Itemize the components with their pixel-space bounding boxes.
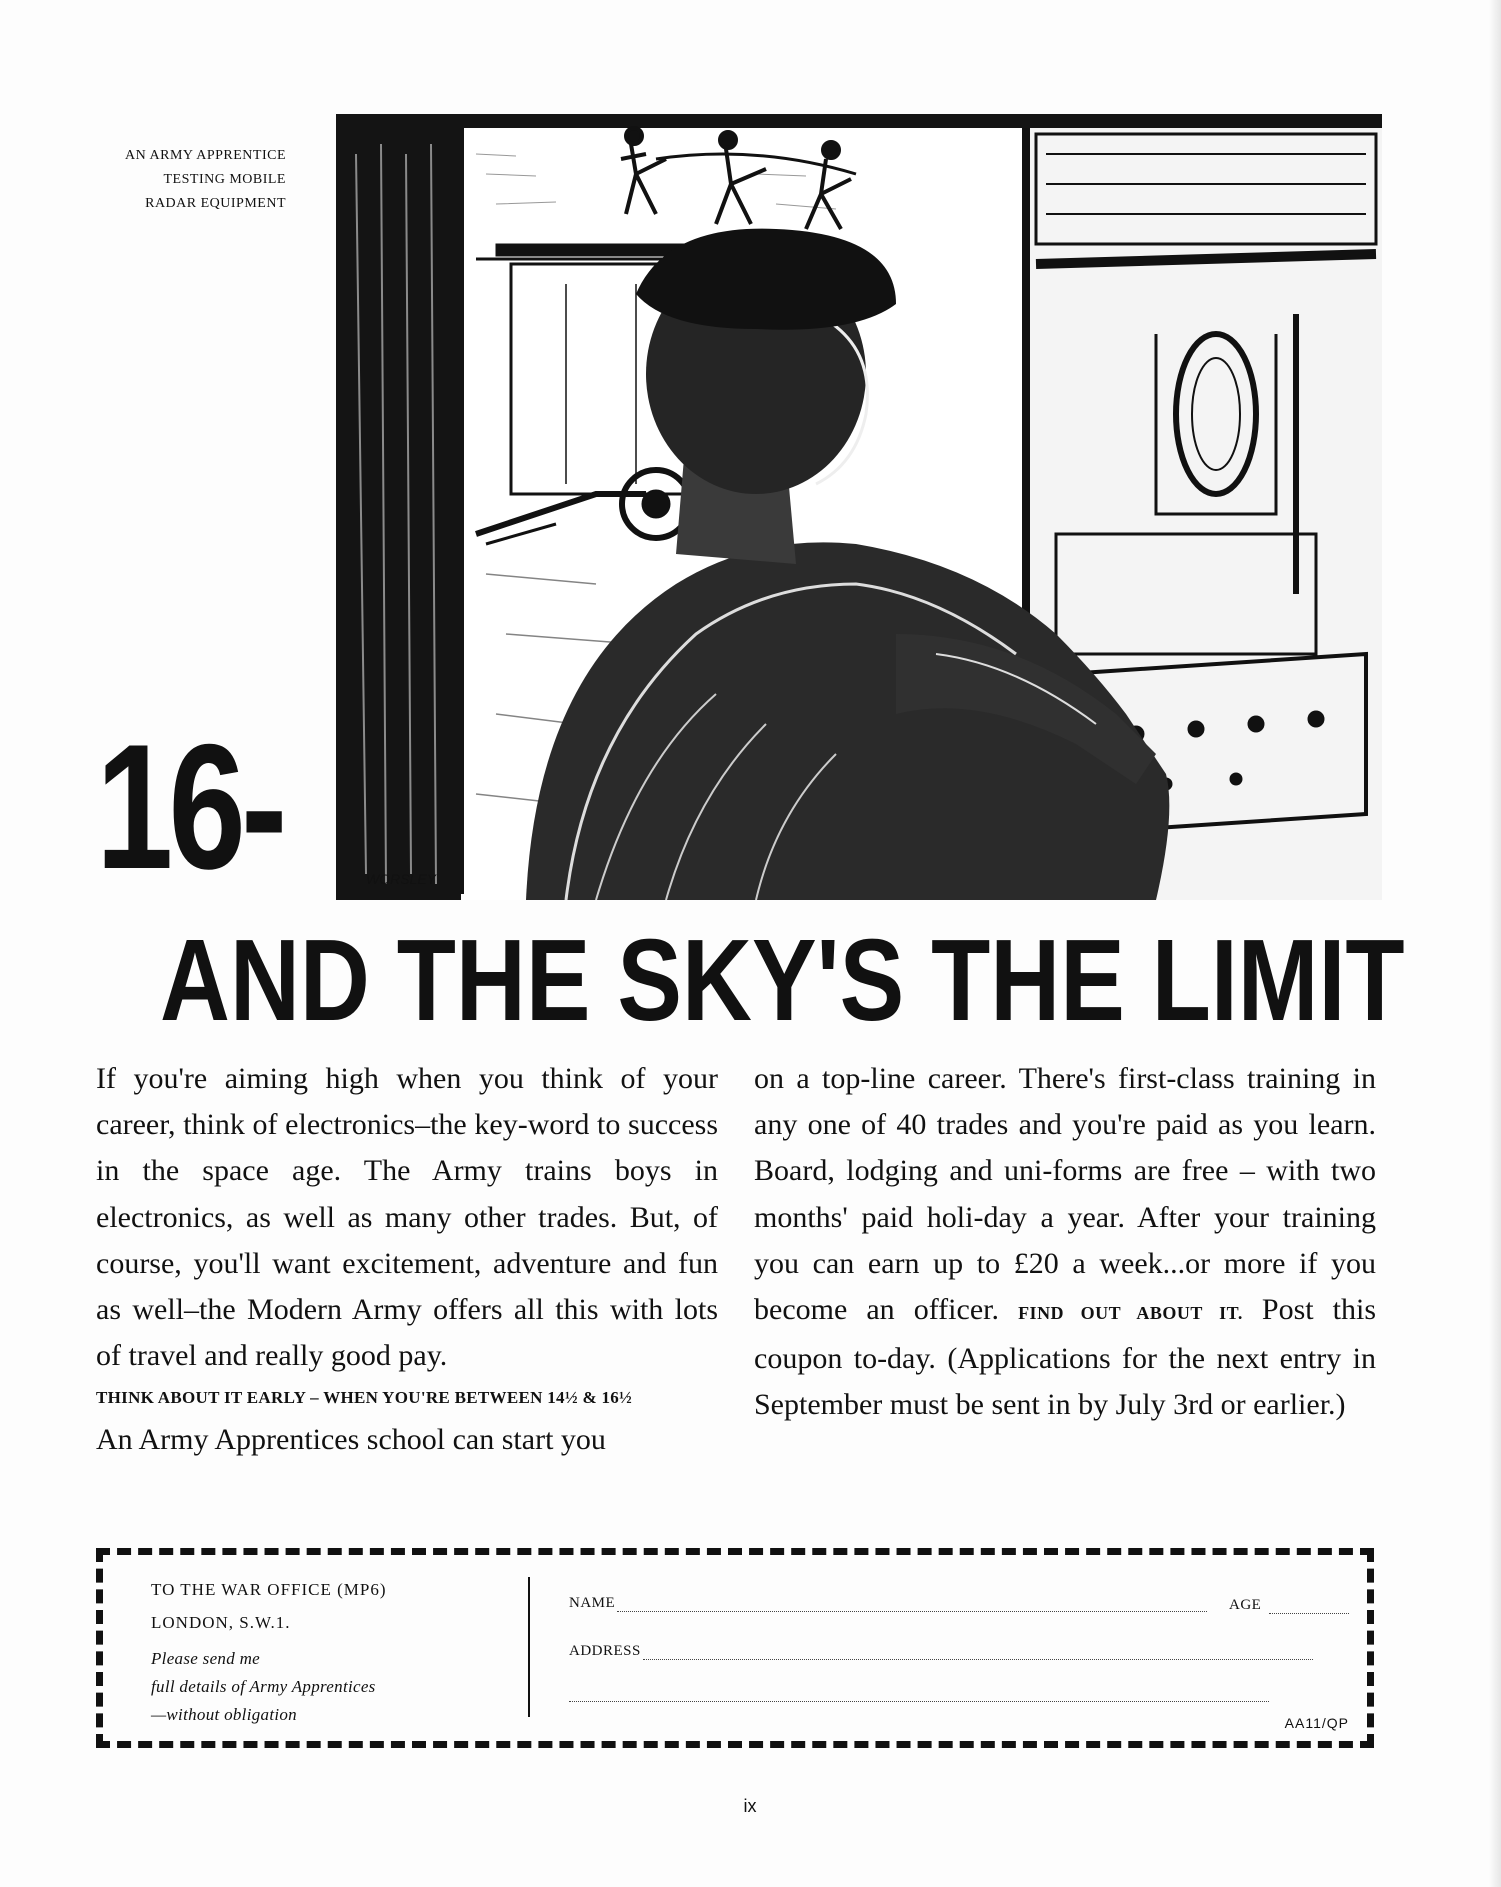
radar-apprentice-illustration [336,114,1382,900]
body-paragraph-right [754,1056,1376,1429]
page-number: ix [743,1796,757,1816]
body-column-left [96,1056,718,1464]
age-label: AGE [1229,1597,1262,1613]
body-left-continuation: An Army Apprentices school can start you [96,1423,606,1457]
name-label: NAME [569,1595,616,1611]
name-field[interactable] [569,1595,1207,1612]
coupon-address-line-1: TO THE WAR OFFICE (MP6) [151,1580,387,1599]
coupon-address-block [151,1573,511,1729]
page-edge-shadow [1489,0,1501,1887]
age-field[interactable] [1229,1597,1349,1614]
coupon-form [96,1548,1374,1748]
headline: AND THE SKY'S THE LIMIT [160,915,1405,1045]
address-field[interactable] [569,1643,1313,1660]
name-input-line[interactable] [617,1597,1207,1612]
headline-number: 16- [96,707,283,906]
body-paragraph-left: If you're aiming high when you think of your career, think of electronics–the key-word to success in the space age. The Army trains boys in electronics, as well as many other trades. But, of course, you'll want excitement, adventure and fun as well–the Modern Army offers all this with lots of travel and really good pay. [96,1062,718,1373]
age-range-callout: THINK ABOUT IT EARLY – WHEN YOU'RE BETWEEN 14½ & 16½ [96,1388,633,1408]
address-input-line-2[interactable] [569,1687,1269,1702]
door-frame-top [336,114,1382,128]
artist-signature: WORSLEY [366,871,437,887]
illustration-drawing [336,114,1382,900]
address-field-continuation[interactable] [569,1687,1269,1702]
coupon-divider [528,1577,530,1717]
age-input-line[interactable] [1269,1599,1349,1614]
caption-line-2: TESTING MOBILE [163,172,286,187]
body-right-part-a: on a top-line career. There's first-class training in any one of 40 trades and you're paid as you learn. Board, lodging and uni-forms are free – with two months' paid holi-day a year. After your training you can earn up to £20 a week...or more if you become an officer. [754,1062,1376,1327]
address-input-line-1[interactable] [643,1645,1313,1660]
body-right-part-b: Post this coupon to-day. (Applications for the next entry in September must be sent in by July 3rd or earlier.) [754,1293,1377,1422]
find-out-callout: FIND OUT ABOUT IT. [1018,1303,1243,1324]
coupon-request-line-1: Please send me [151,1649,260,1668]
coupon-request-line-3: —without obligation [151,1705,297,1724]
illustration-caption [60,144,286,216]
body-column-right [754,1056,1376,1429]
caption-line-3: RADAR EQUIPMENT [145,196,286,211]
coupon-address-line-2: LONDON, S.W.1. [151,1613,291,1632]
coupon-request-line-2: full details of Army Apprentices [151,1677,376,1696]
address-label: ADDRESS [569,1643,641,1659]
coupon-form-code: AA11/QP [1284,1715,1349,1731]
caption-line-1: AN ARMY APPRENTICE [125,148,286,163]
door-frame-left [336,114,461,900]
